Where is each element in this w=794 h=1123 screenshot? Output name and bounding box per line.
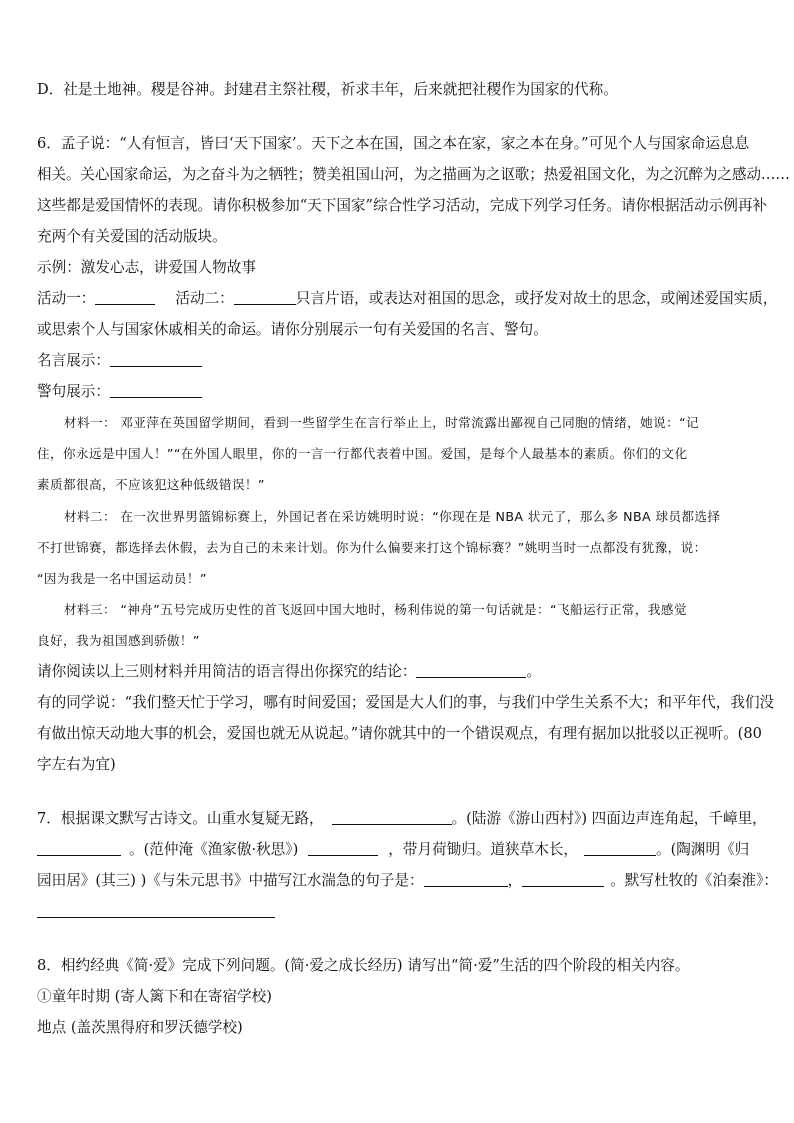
rebut-line: 字左右为宜): [37, 756, 116, 773]
q7-line-4: [37, 901, 275, 923]
q7-line-2: 。(范仲淹《渔家傲·秋思》) ，带月荷锄归。道狭草木长， 。(陶渊明《归: [37, 839, 749, 861]
material1-line: 住，你永远是中国人！”“在外国人眼里，你的一言一行都代表着中国。爱国，是每个人最基本的素质。你们的文化: [37, 446, 688, 461]
activity2-label: 活动二：: [175, 290, 234, 307]
material1-line: 素质都很高，不应该犯这种低级错误！”: [37, 477, 265, 492]
poem-blank[interactable]: [522, 872, 604, 887]
activity1-blank[interactable]: [95, 290, 155, 305]
q7-line-1: 7．根据课文默写古诗文。山重水复疑无路， 。(陆游《游山西村》) 四面边声连角起，千嶂里，: [37, 810, 767, 827]
poem-blank[interactable]: [37, 841, 121, 856]
material2-line: “因为我是一名中国运动员！”: [37, 571, 207, 586]
q6-intro-line: 6．孟子说：“人有恒言，皆曰‘天下国家’。天下之本在国，国之本在家，家之本在身。”可见个人与国家命运息息: [37, 135, 750, 152]
rebut-line: 有做出惊天动地大事的机会，爱国也就无从说起。”请你就其中的一个错误观点，有理有据加以批驳以正视听。(80: [37, 725, 762, 742]
activity-text: 只言片语，或表达对祖国的思念，或抒发对故土的思念，或阐述爱国实质，: [295, 290, 778, 307]
q6-example: 示例：激发心志，讲爱国人物故事: [37, 259, 256, 276]
material3-line: 材料三： “神舟”五号完成历史性的首飞返回中国大地时，杨利伟说的第一句话就是：“飞船运行正常，我感觉: [64, 602, 687, 617]
warning-blank[interactable]: [110, 383, 202, 398]
motto-line: [37, 350, 202, 372]
poem-blank[interactable]: [332, 810, 452, 825]
activity1-label: 活动一：: [37, 290, 96, 307]
motto-label: 名言展示：: [37, 352, 110, 369]
poem-answer-blank[interactable]: [37, 903, 275, 918]
material1-line: 材料一： 邓亚萍在英国留学期间，看到一些留学生在言行举止上，时常流露出鄙视自己同胞的情绪，她说：“记: [64, 415, 700, 430]
q7-line-3: 园田居》(其三) )《与朱元思书》中描写江水湍急的句子是： ， 。默写杜牧的《泊秦淮》：: [37, 872, 779, 889]
material2-line: 材料二： 在一次世界男篮锦标赛上，外国记者在采访姚明时说：“你现在是 NBA 状元了，那么多 NBA 球员都选择: [64, 509, 721, 524]
warning-label: 警句展示：: [37, 383, 110, 400]
conclusion-prompt: 请你阅读以上三则材料并用简洁的语言得出你探究的结论：: [37, 663, 417, 680]
q6-activity-line: [37, 288, 777, 310]
conclusion-blank[interactable]: [416, 663, 526, 678]
motto-blank[interactable]: [110, 352, 202, 367]
q8-intro: 8．相约经典《简·爱》完成下列问题。(简·爱之成长经历) 请写出“简·爱”生活的四个阶段的相关内容。: [37, 957, 690, 974]
option-d: D．社是土地神。稷是谷神。封建君主祭社稷，祈求丰年，后来就把社稷作为国家的代称。: [37, 81, 618, 98]
q6-activity-text: 或思索个人与国家休戚相关的命运。请你分别展示一句有关爱国的名言、警句。: [37, 321, 548, 338]
rebut-line: 有的同学说：“我们整天忙于学习，哪有时间爱国；爱国是大人们的事，与我们中学生关系不大；和平年代，我们没: [37, 694, 775, 711]
poem-blank[interactable]: [424, 872, 508, 887]
q8-stage1: ①童年时期 (寄人篱下和在寄宿学校): [37, 988, 272, 1005]
warning-line: [37, 381, 202, 403]
conclusion-line: 请你阅读以上三则材料并用简洁的语言得出你探究的结论： 。: [37, 663, 542, 680]
material2-line: 不打世锦赛，都选择去休假，去为自己的未来计划。你为什么偏要来打这个锦标赛？”姚明当时一点都没有犹豫，说：: [37, 540, 707, 555]
q6-intro-line: 这些都是爱国情怀的表现。请你积极参加“天下国家”综合性学习活动，完成下列学习任务。请你根据活动示例再补: [37, 197, 768, 214]
q6-intro-line: 相关。关心国家命运，为之奋斗为之牺牲；赞美祖国山河，为之描画为之讴歌；热爱祖国文化，为之沉醉为之感动……: [37, 166, 790, 183]
q6-intro-line: 充两个有关爱国的活动版块。: [37, 228, 227, 245]
activity2-blank[interactable]: [234, 290, 296, 305]
poem-blank[interactable]: [584, 841, 656, 856]
poem-blank[interactable]: [308, 841, 378, 856]
q8-location: 地点 (盖茨黑得府和罗沃德学校): [37, 1019, 243, 1036]
material3-line: 良好，我为祖国感到骄傲！”: [37, 633, 200, 648]
